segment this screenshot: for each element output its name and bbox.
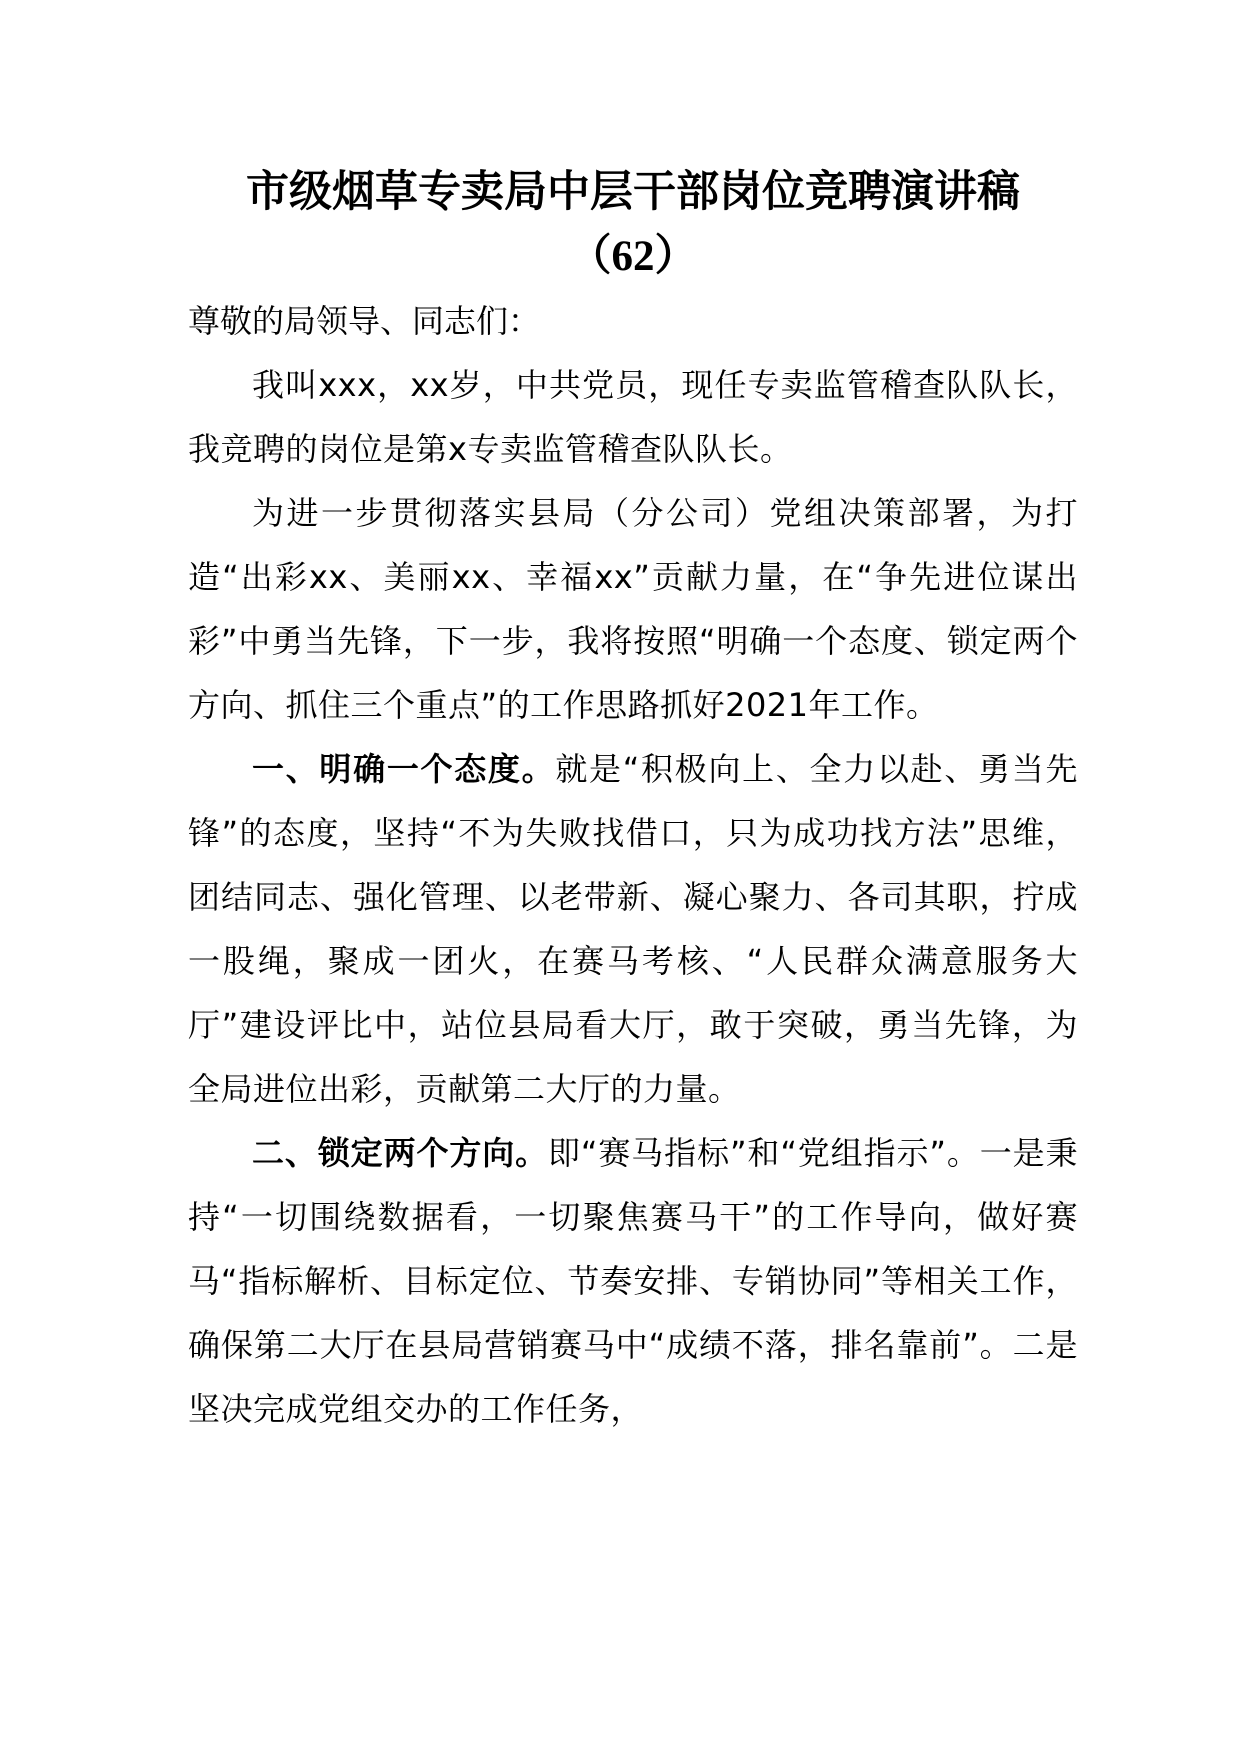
paragraph-plan [188,481,1078,737]
paragraph-intro [188,353,1078,481]
paragraph-directions [188,1121,1078,1441]
document-page [188,160,1078,1441]
paragraph-text: 为进一步贯彻落实县局（分公司）党组决策部署，为打造“出彩xx、美丽xx、幸福xx”贡献力量，在“争先进位谋出彩”中勇当先锋，下一步，我将按照“明确一个态度、锁定两个方向、抓住三个重点”的工作思路抓好2021年工作。 [188,494,1078,724]
paragraph-text: 即“赛马指标”和“党组指示”。一是秉持“一切围绕数据看，一切聚焦赛马干”的工作导向，做好赛马“指标解析、目标定位、节奏安排、专销协同”等相关工作，确保第二大厅在县局营销赛马中“成绩不落，排名靠前”。二是坚决完成党组交办的工作任务， [188,1134,1078,1428]
paragraph-text: 我叫xxx，xx岁，中共党员，现任专卖监管稽查队队长，我竞聘的岗位是第x专卖监管稽查队队长。 [188,366,1078,468]
document-title [188,160,1078,289]
salutation: 尊敬的局领导、同志们： [188,302,541,340]
section-heading: 一、明确一个态度。 [252,750,556,788]
paragraph-attitude [188,737,1078,1121]
title-line-2: （62） [568,233,698,280]
section-heading: 二、锁定两个方向。 [252,1134,549,1172]
paragraph-text: 就是“积极向上、全力以赴、勇当先锋”的态度，坚持“不为失败找借口，只为成功找方法”思维，团结同志、强化管理、以老带新、凝心聚力、各司其职，拧成一股绳，聚成一团火，在赛马考核、“人民群众满意服务大厅”建设评比中，站位县局看大厅，敢于突破，勇当先锋，为全局进位出彩，贡献第二大厅的力量。 [188,750,1078,1108]
title-line-1: 市级烟草专卖局中层干部岗位竞聘演讲稿 [246,167,1020,217]
